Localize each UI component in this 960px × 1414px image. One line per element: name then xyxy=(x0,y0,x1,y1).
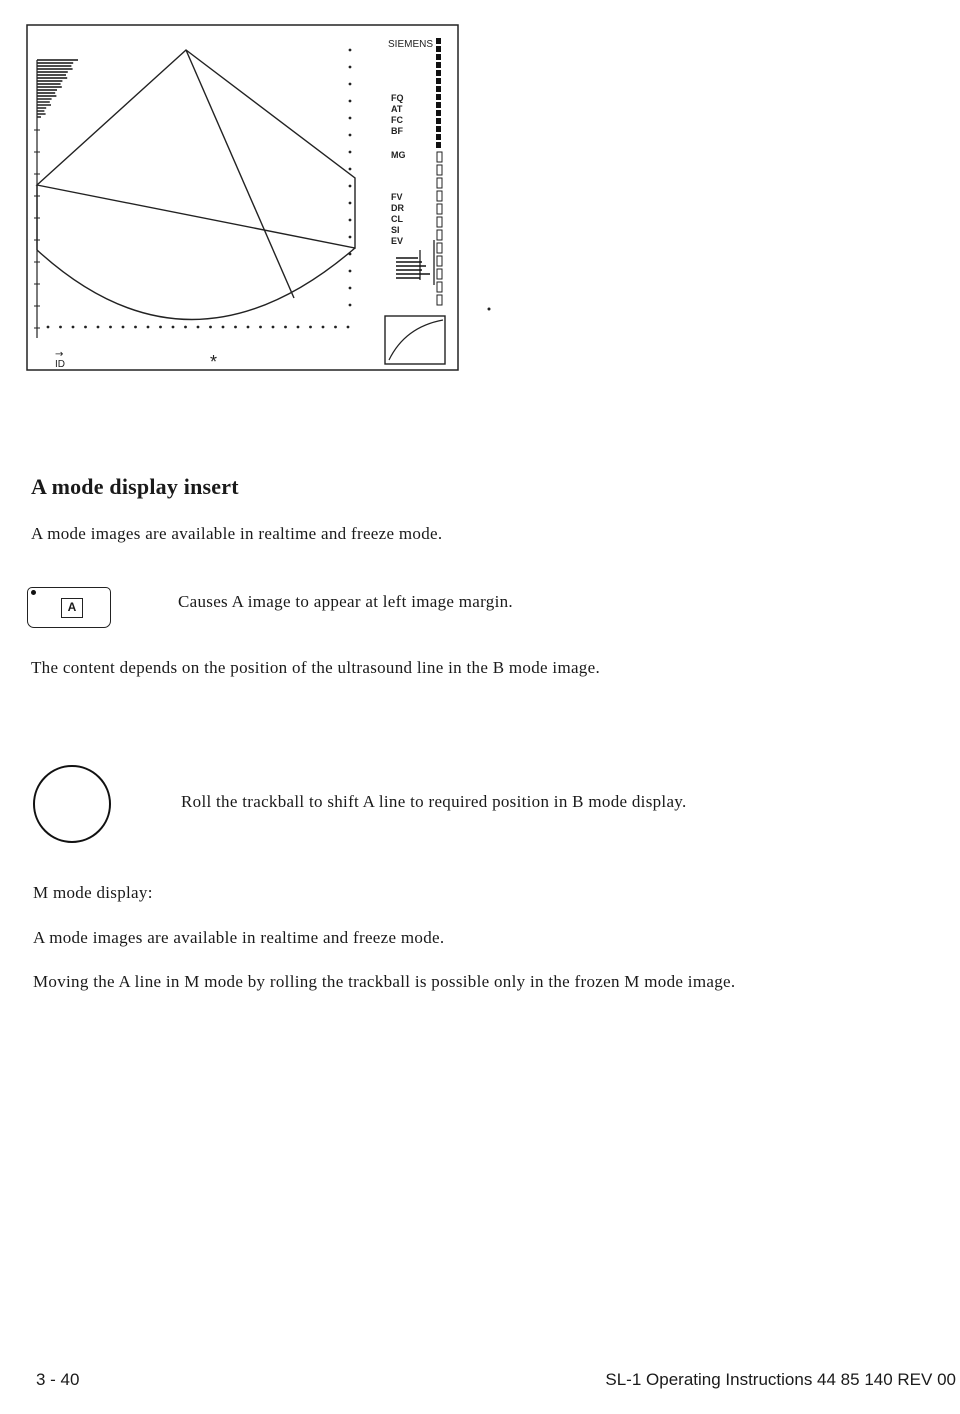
scale-dot xyxy=(349,168,352,171)
level-segment-hollow xyxy=(437,282,442,292)
level-segment-solid xyxy=(436,134,441,140)
level-segment-solid xyxy=(436,118,441,124)
scale-dot xyxy=(297,326,300,329)
content-note: The content depends on the position of the ultrasound line in the B mode image. xyxy=(31,658,601,677)
scale-dot xyxy=(184,326,187,329)
scale-dot xyxy=(59,326,62,329)
scale-dot xyxy=(349,219,352,222)
scale-dot xyxy=(284,326,287,329)
parameter-labels-1 xyxy=(391,93,406,246)
scale-dot xyxy=(272,326,275,329)
level-segment-hollow xyxy=(437,178,442,188)
scale-dot xyxy=(349,202,352,205)
level-segment-hollow xyxy=(437,230,442,240)
level-segment-hollow xyxy=(437,217,442,227)
scale-dot xyxy=(122,326,125,329)
scale-dot xyxy=(349,49,352,52)
trackball-description: Roll the trackball to shift A line to required position in B mode display. xyxy=(181,792,687,811)
sector-image-outline xyxy=(37,50,355,248)
scale-dot xyxy=(349,185,352,188)
mmode-title: M mode display: xyxy=(33,883,153,902)
scale-dot xyxy=(334,326,337,329)
param-bf: BF xyxy=(391,126,403,136)
scale-dot xyxy=(349,151,352,154)
scale-dot xyxy=(349,100,352,103)
param-at: AT xyxy=(391,104,403,114)
scale-dot xyxy=(349,117,352,120)
mmode-note: Moving the A line in M mode by rolling the trackball is possible only in the frozen M mode image. xyxy=(33,972,736,991)
level-segment-solid xyxy=(436,126,441,132)
scale-dot xyxy=(172,326,175,329)
param-si: SI xyxy=(391,225,400,235)
trackball-icon[interactable] xyxy=(33,765,111,843)
level-segment-hollow xyxy=(437,204,442,214)
scale-dot xyxy=(349,253,352,256)
gain-curve xyxy=(389,320,443,360)
level-segment-hollow xyxy=(437,256,442,266)
param-ev: EV xyxy=(391,236,404,246)
level-segment-hollow xyxy=(437,152,442,162)
scale-dot xyxy=(47,326,50,329)
section-heading: A mode display insert xyxy=(31,474,239,499)
level-segment-solid xyxy=(436,38,441,44)
page-number: 3 - 40 xyxy=(36,1370,80,1389)
scale-dot xyxy=(222,326,225,329)
key-led-icon xyxy=(31,590,36,595)
param-fv: FV xyxy=(391,192,403,202)
ultrasound-a-line xyxy=(186,50,294,298)
scale-dot xyxy=(349,236,352,239)
level-segment-hollow xyxy=(437,165,442,175)
level-segment-solid xyxy=(436,110,441,116)
param-fq: FQ xyxy=(391,93,404,103)
scale-dot xyxy=(322,326,325,329)
bottom-dot-scale xyxy=(47,326,350,329)
scale-dot xyxy=(349,287,352,290)
level-segment-solid xyxy=(436,54,441,60)
scale-dot xyxy=(349,134,352,137)
param-cl: CL xyxy=(391,214,403,224)
page-speck xyxy=(488,308,491,311)
level-segment-hollow xyxy=(437,269,442,279)
scale-dot xyxy=(349,83,352,86)
level-segment-solid xyxy=(436,86,441,92)
level-segment-solid xyxy=(436,142,441,148)
level-segment-hollow xyxy=(437,191,442,201)
brand-label: SIEMENS xyxy=(388,39,434,50)
scale-dot xyxy=(234,326,237,329)
scale-dot xyxy=(97,326,100,329)
key-description: Causes A image to appear at left image margin. xyxy=(178,592,513,611)
scale-dot xyxy=(84,326,87,329)
level-segment-solid xyxy=(436,78,441,84)
scale-dot xyxy=(159,326,162,329)
scale-dot xyxy=(209,326,212,329)
a-key-icon: A xyxy=(61,598,83,618)
level-segment-solid xyxy=(436,70,441,76)
right-dot-scale xyxy=(349,49,352,307)
ultrasound-display-figure xyxy=(0,0,960,400)
param-fc: FC xyxy=(391,115,403,125)
document-reference: SL-1 Operating Instructions 44 85 140 REV 00 xyxy=(605,1370,956,1389)
scale-dot xyxy=(109,326,112,329)
param-dr: DR xyxy=(391,203,404,213)
scale-dot xyxy=(347,326,350,329)
level-segment-hollow xyxy=(437,243,442,253)
a-mode-key[interactable] xyxy=(27,587,111,628)
scale-dot xyxy=(72,326,75,329)
scale-dot xyxy=(197,326,200,329)
scale-dot xyxy=(349,270,352,273)
level-indicator-bars xyxy=(396,240,434,285)
level-segment-solid xyxy=(436,102,441,108)
scale-dot xyxy=(247,326,250,329)
param-mg: MG xyxy=(391,150,406,160)
id-label: ID xyxy=(55,359,65,370)
level-segment-solid xyxy=(436,62,441,68)
scale-dot xyxy=(349,66,352,69)
asterisk-marker: * xyxy=(210,352,218,372)
curve-box xyxy=(385,316,445,364)
scale-dot xyxy=(134,326,137,329)
scale-dot xyxy=(349,304,352,307)
scale-dot xyxy=(259,326,262,329)
level-segment-hollow xyxy=(437,295,442,305)
scale-dot xyxy=(309,326,312,329)
mmode-intro: A mode images are available in realtime and freeze mode. xyxy=(33,928,445,947)
sector-arc xyxy=(37,248,355,320)
gray-scale-bar xyxy=(436,38,442,305)
level-segment-solid xyxy=(436,46,441,52)
id-arrow-icon: → xyxy=(55,349,64,360)
a-mode-echo-insert xyxy=(37,60,78,117)
level-segment-solid xyxy=(436,94,441,100)
scale-dot xyxy=(147,326,150,329)
intro-text: A mode images are available in realtime and freeze mode. xyxy=(31,524,443,543)
